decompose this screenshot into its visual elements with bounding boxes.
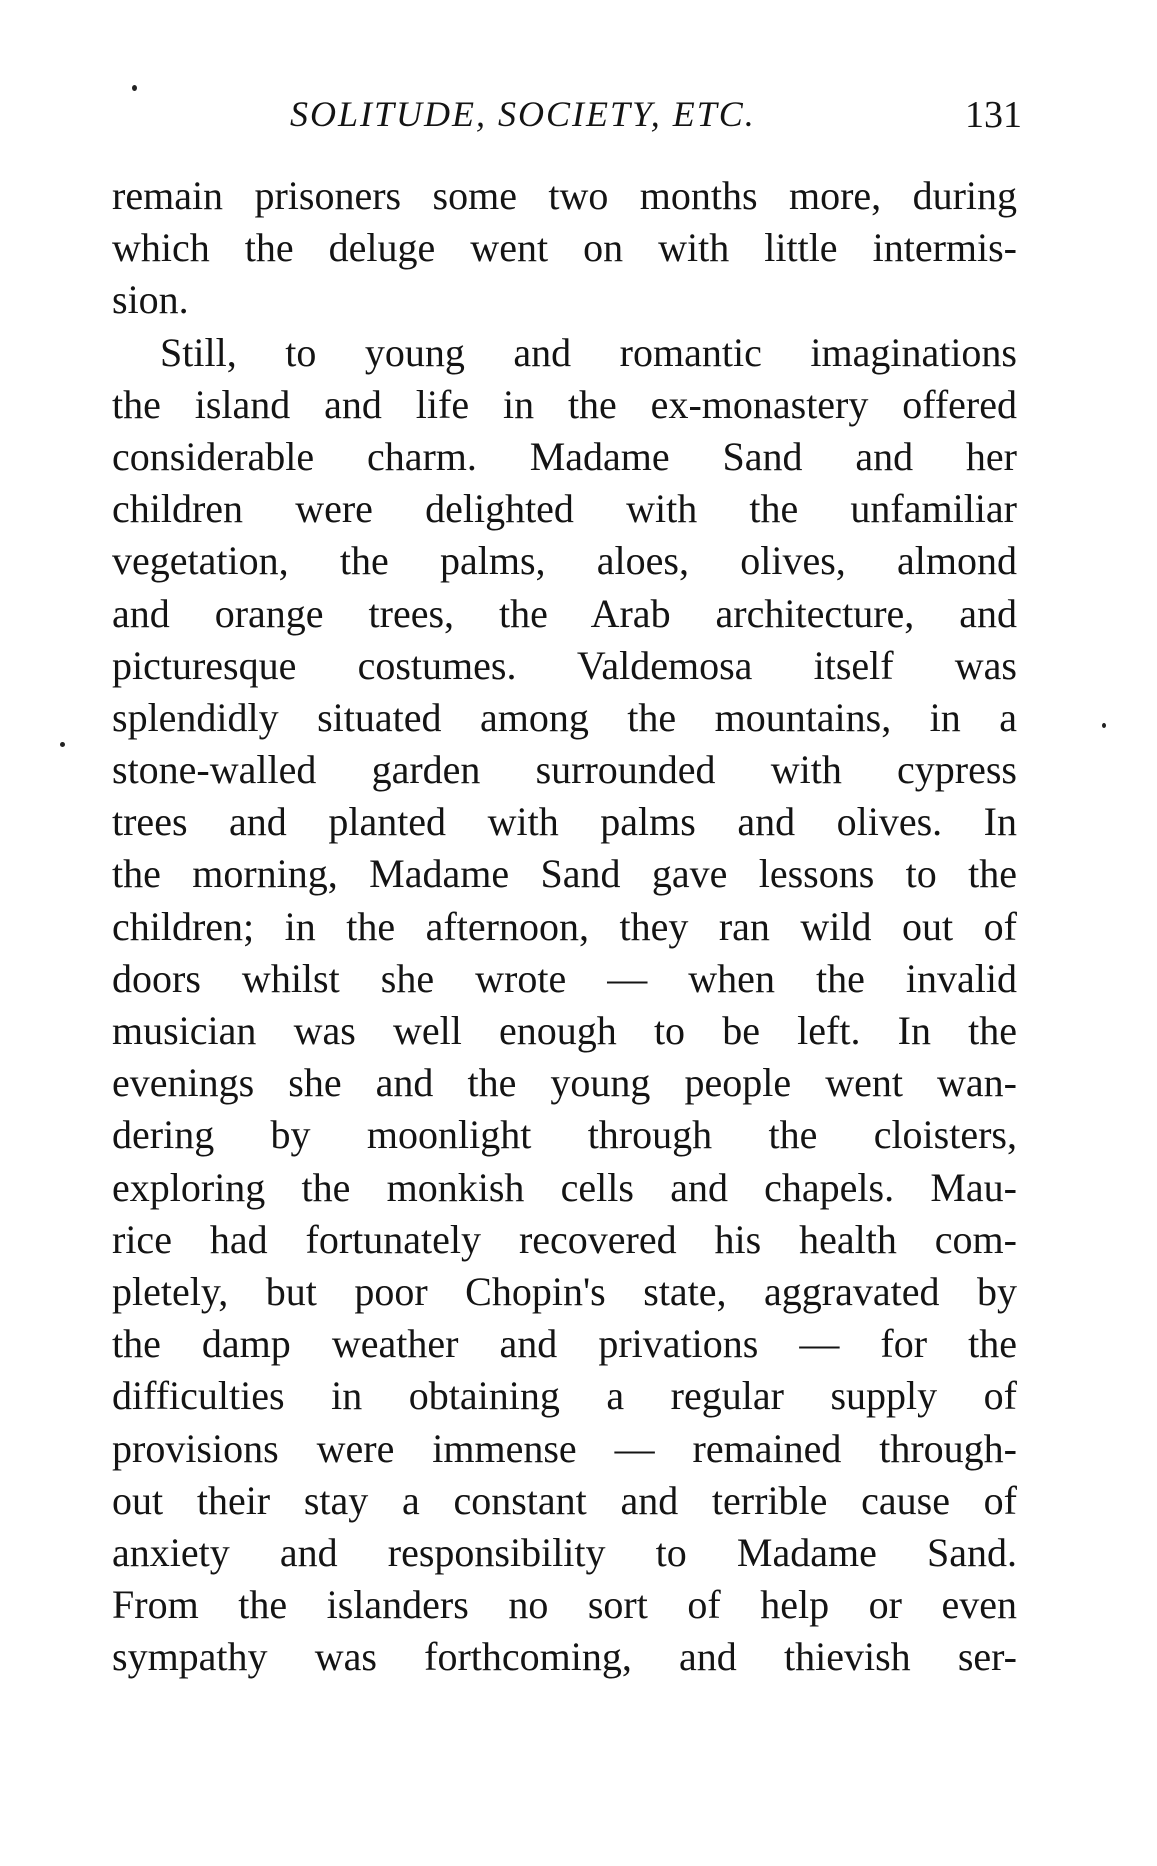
text-line: musician was well enough to be left. In the (112, 1008, 1017, 1053)
text-line: out their stay a constant and terrible cause of (112, 1477, 1017, 1523)
text-line: which the deluge went on with little intermis- (112, 225, 1017, 271)
text-line: the damp weather and privations — for the (112, 1321, 1017, 1367)
text-line: exploring the monkish cells and chapels. Mau- (112, 1164, 1017, 1210)
text-line: rice had fortunately recovered his health com- (112, 1216, 1017, 1262)
running-head: SOLITUDE, SOCIETY, ETC. (290, 94, 756, 134)
ink-speck (60, 742, 65, 747)
text-line: the morning, Madame Sand gave lessons to the (112, 851, 1017, 897)
text-line: vegetation, the palms, aloes, olives, almond (112, 538, 1017, 584)
text-line: trees and planted with palms and olives. In (112, 799, 1017, 845)
text-line: From the islanders no sort of help or even (112, 1582, 1017, 1628)
text-line: and orange trees, the Arab architecture, and (112, 590, 1017, 636)
ink-speck (132, 85, 137, 91)
text-line: evenings she and the young people went wan- (112, 1060, 1017, 1106)
text-line: Still, to young and romantic imaginations (160, 329, 1017, 375)
text-line: children; in the afternoon, they ran wild out of (112, 903, 1017, 949)
text-line: pletely, but poor Chopin's state, aggravated by (112, 1268, 1017, 1314)
text-line: anxiety and responsibility to Madame Sand. (112, 1529, 1017, 1575)
text-line: picturesque costumes. Valdemosa itself was (112, 642, 1017, 688)
text-line: sympathy was forthcoming, and thievish ser- (112, 1634, 1017, 1680)
text-line: splendidly situated among the mountains, in a (112, 694, 1017, 740)
page-number: 131 (965, 94, 1022, 136)
ink-speck (1102, 723, 1106, 728)
text-line: difficulties in obtaining a regular supply of (112, 1373, 1017, 1419)
text-line: dering by moonlight through the cloisters, (112, 1112, 1017, 1158)
text-line: children were delighted with the unfamiliar (112, 486, 1017, 532)
text-line: doors whilst she wrote — when the invalid (112, 955, 1017, 1001)
text-line: the island and life in the ex-monastery offered (112, 381, 1017, 427)
text-line: stone-walled garden surrounded with cypress (112, 747, 1017, 793)
text-line: remain prisoners some two months more, during (112, 173, 1017, 218)
text-line: sion. (112, 277, 189, 323)
text-line: considerable charm. Madame Sand and her (112, 433, 1017, 479)
body-text (112, 170, 1017, 1683)
text-line: provisions were immense — remained through- (112, 1425, 1017, 1471)
